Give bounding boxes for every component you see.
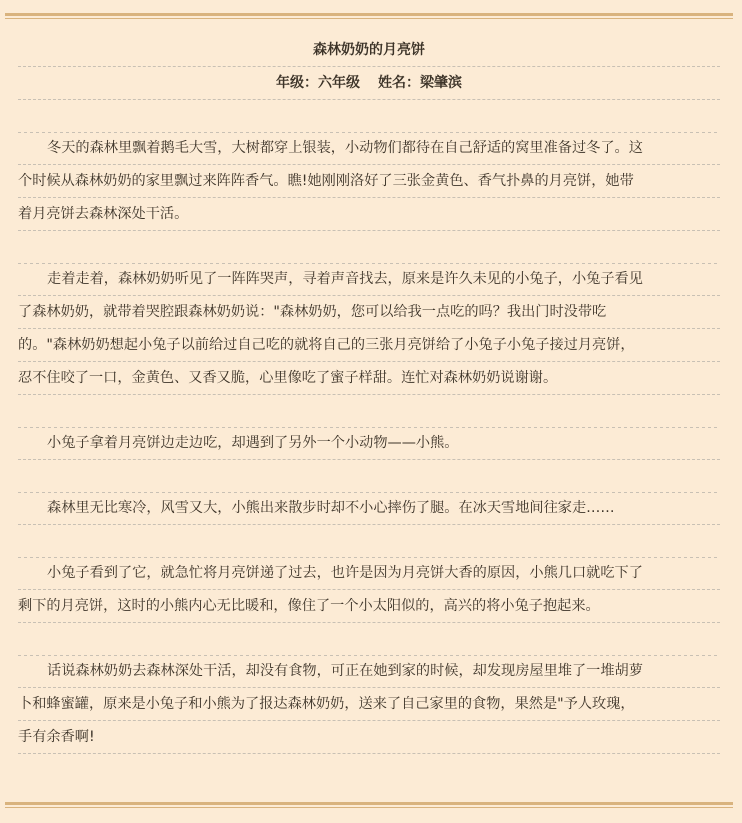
paragraph-line: 走着走着，森林奶奶听见了一阵阵哭声，寻着声音找去，原来是许久未见的小兔子，小兔子看见: [18, 263, 720, 296]
paragraph-line: 了森林奶奶，就带着哭腔跟森林奶奶说："森林奶奶，您可以给我一点吃的吗？我出门时没带吃: [18, 296, 720, 329]
bottom-border-rule: [5, 802, 733, 808]
essay-paragraph: [18, 132, 720, 231]
essay-paragraph: [18, 427, 720, 460]
essay-paragraph: [18, 492, 720, 525]
paragraph-line: 森林里无比寒冷，风雪又大，小熊出来散步时却不小心摔伤了腿。在冰天雪地间往家走……: [18, 492, 720, 525]
paragraph-line: 的。"森林奶奶想起小兔子以前给过自己吃的就将自己的三张月亮饼给了小兔子小兔子接过月亮饼，: [18, 329, 720, 362]
paragraph-line: 忍不住咬了一口，金黄色、又香又脆，心里像吃了蜜子样甜。连忙对森林奶奶说谢谢。: [18, 362, 720, 395]
top-border-rule: [5, 13, 733, 19]
essay-sheet: [18, 34, 720, 754]
grade-label: 年级：: [276, 75, 318, 91]
name-label: 姓名：: [378, 75, 420, 91]
paragraph-line: 小兔子拿着月亮饼边走边吃，却遇到了另外一个小动物——小熊。: [18, 427, 720, 460]
essay-paragraph: [18, 557, 720, 623]
essay-paragraph: [18, 655, 720, 754]
name-value: 梁肇滨: [420, 75, 462, 91]
essay-body: [18, 132, 720, 754]
essay-title: 森林奶奶的月亮饼: [18, 34, 720, 67]
paragraph-line: 着月亮饼去森林深处干活。: [18, 198, 720, 231]
essay-paragraph: [18, 263, 720, 395]
essay-meta: [18, 67, 720, 100]
paragraph-line: 冬天的森林里飘着鹅毛大雪，大树都穿上银装，小动物们都待在自己舒适的窝里准备过冬了。这: [18, 132, 720, 165]
paragraph-line: 手有余香啊!: [18, 721, 720, 754]
paragraph-line: 卜和蜂蜜罐，原来是小兔子和小熊为了报达森林奶奶，送来了自己家里的食物，果然是"予人玫瑰，: [18, 688, 720, 721]
paragraph-line: 小兔子看到了它，就急忙将月亮饼递了过去，也许是因为月亮饼大香的原因，小熊几口就吃下了: [18, 557, 720, 590]
paragraph-line: 剩下的月亮饼，这时的小熊内心无比暖和，像住了一个小太阳似的，高兴的将小兔子抱起来。: [18, 590, 720, 623]
paragraph-line: 个时候从森林奶奶的家里飘过来阵阵香气。瞧!她刚刚洛好了三张金黄色、香气扑鼻的月亮饼，她带: [18, 165, 720, 198]
paragraph-line: 话说森林奶奶去森林深处干活，却没有食物，可正在她到家的时候，却发现房屋里堆了一堆胡萝: [18, 655, 720, 688]
grade-value: 六年级: [318, 75, 360, 91]
